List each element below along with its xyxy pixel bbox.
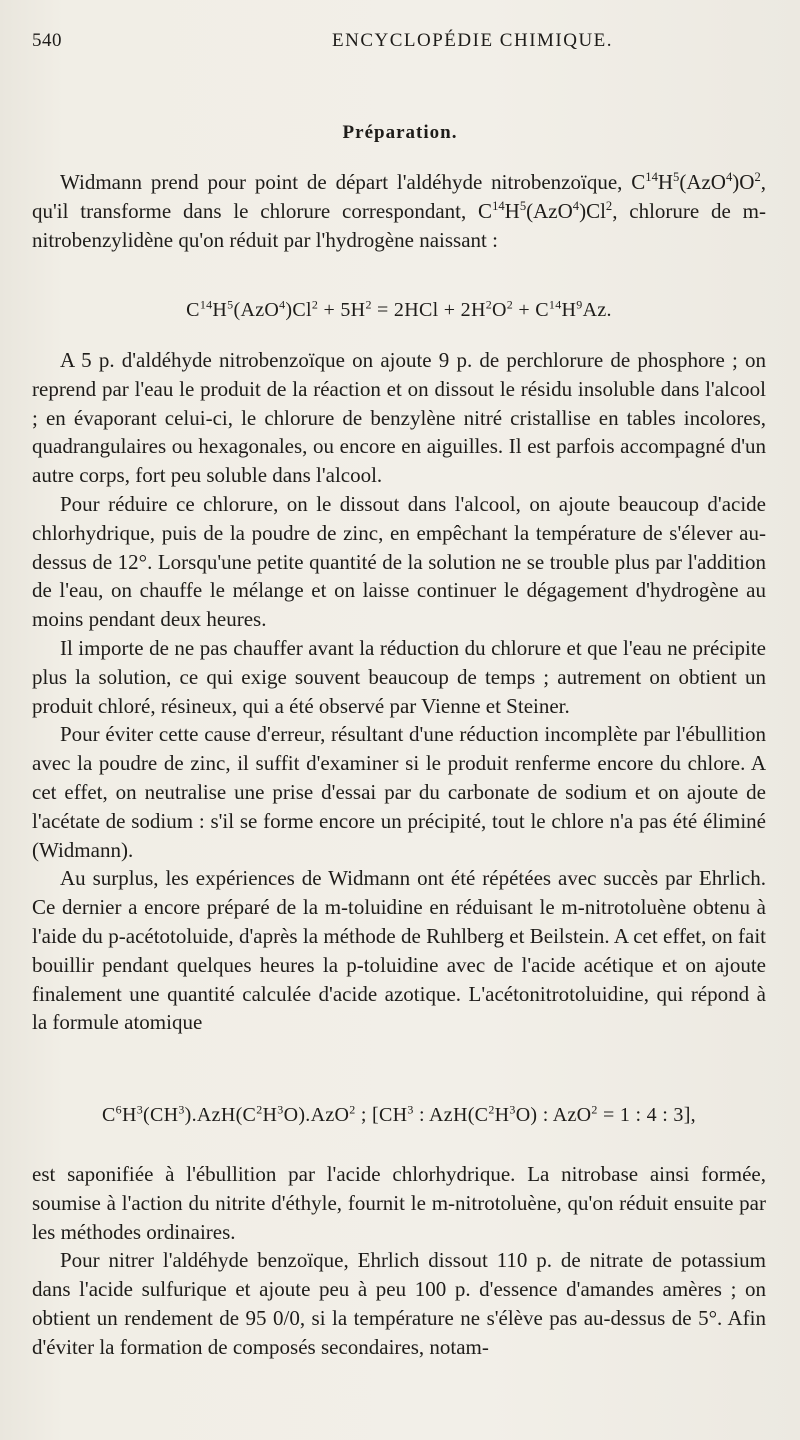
paragraph-1: Widmann prend pour point de départ l'aldéhyde nitrobenzoïque, $C^{14}H^5(AzO^4)O^2$, qu'il transforme dans le chlorure correspondant, $C^{14}H^5(AzO^4)Cl^2$, chlorure de m-nitrobenzylidène qu'on réduit par l'hydrogène naissant :	[32, 170, 766, 252]
paragraph-7: est saponifiée à l'ébullition par l'acide chlorhydrique. La nitrobase ainsi formée, soumise à l'action du nitrite d'éthyle, fournit le m-nitrotoluène, qu'on réduit ensuite par les méthodes ordinaires.	[32, 1162, 766, 1244]
body-text	[32, 346, 766, 1037]
paragraph-6: Au surplus, les expériences de Widmann ont été répétées avec succès par Ehrlich. Ce dernier a encore préparé de la m-toluidine en réduisant le m-nitrotoluène obtenu à l'aide du p-acétotoluide, d'après la méthode de Ruhlberg et Beilstein. A cet effet, on fait bouillir pendant quelques heures la p-toluidine avec de l'acide acétique et on ajoute finalement une quantité calculée d'acide azotique. L'acétonitrotoluidine, qui répond à la formule atomique	[32, 866, 766, 1035]
formula-atomique: $C^6H^3(CH^3).AzH(C^2H^3O).AzO^2$ ; [$CH^3$ : $AzH(C^2H^3O)$ : AzO$^2$ = 1 : 4 : 3],	[102, 1102, 696, 1126]
page-header	[32, 30, 794, 54]
paragraph-5: Pour éviter cette cause d'erreur, résultant d'une réduction incomplète par l'ébullition avec la poudre de zinc, il suffit d'examiner si le produit renferme encore du chlore. A cet effet, on neutralise une prise d'essai par du carbonate de sodium et on ajoute de l'acétate de sodium : s'il se forme encore un précipité, tout le chlore n'a pas été éliminé (Widmann).	[32, 722, 766, 862]
page-number: 540	[32, 30, 62, 51]
section-title: Préparation.	[342, 122, 458, 143]
running-title: ENCYCLOPÉDIE CHIMIQUE.	[332, 30, 614, 51]
paragraph-3: Pour réduire ce chlorure, on le dissout dans l'alcool, on ajoute beaucoup d'acide chlorhydrique, puis de la poudre de zinc, en empêchant la température de s'élever au-dessus de 12°. Lorsqu'une petite quantité de la solution ne se trouble plus par l'addition de l'eau, on chauffe le mélange et on laisse continuer le dégagement d'hydrogène au moins pendant deux heures.	[32, 491, 766, 632]
paragraph-4: Il importe de ne pas chauffer avant la réduction du chlorure et que l'eau ne précipite plus la solution, ce qui exige souvent beaucoup de temps ; autrement on obtient un produit chloré, résineux, qui a été observé par Vienne et Steiner.	[32, 635, 766, 718]
body-text-lower	[32, 1160, 766, 1362]
paragraph-2: A 5 p. d'aldéhyde nitrobenzoïque on ajoute 9 p. de perchlorure de phosphore ; on reprend par l'eau le produit de la réaction et on dissout le résidu insoluble dans l'alcool ; en évaporant celui-ci, le chlorure de benzylène nitré cristallise en tables incolores, quadrangulaires ou hexagonales, ou encore en aiguilles. Il est parfois accompagné d'un autre corps, fort peu soluble dans l'alcool.	[32, 348, 766, 488]
paragraph-8: Pour nitrer l'aldéhyde benzoïque, Ehrlich dissout 110 p. de nitrate de potassium dans l'acide sulfurique et ajoute peu à peu 100 p. d'essence d'amandes amères ; on obtient un rendement de 95 0/0, si la température ne s'élève pas au-dessus de 5°. Afin d'éviter la formation de composés secondaires, notam-	[32, 1248, 766, 1359]
formula-reduction: $C^{14}H^5(AzO^4)Cl^2 + 5H^2 = 2HCl + 2H^2O^2 + C^{14}H^9Az$.	[186, 297, 612, 321]
